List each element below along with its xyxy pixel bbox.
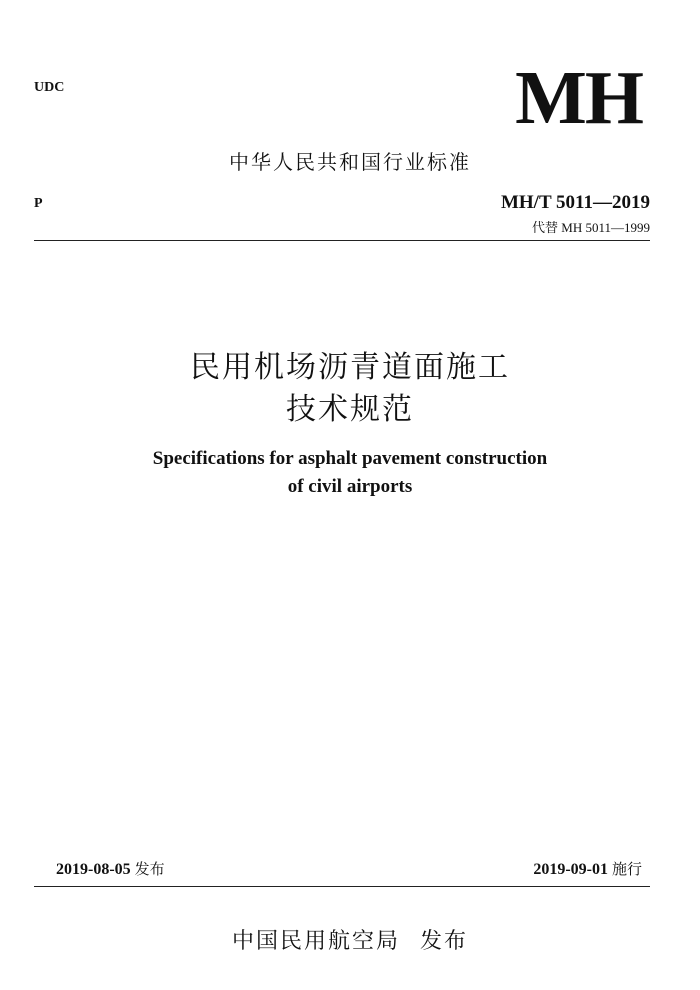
- replaces-standard: 代替 MH 5011—1999: [532, 220, 650, 235]
- implementation-date: 2019-09-01: [533, 861, 608, 878]
- standard-category: 中华人民共和国行业标准: [229, 150, 471, 174]
- title-zh-line1: 民用机场沥青道面施工: [190, 350, 510, 385]
- title-en-line2: of civil airports: [287, 476, 413, 497]
- publisher-action: 发布: [420, 929, 469, 954]
- issue-date: 2019-08-05: [56, 861, 131, 878]
- implementation-label: 施行: [611, 860, 642, 878]
- standard-number: MH/T 5011—2019: [500, 192, 650, 213]
- classification-code: P: [34, 196, 43, 211]
- mh-logo: MH: [515, 56, 642, 140]
- publisher-line: [0, 924, 700, 955]
- issue-date-block: [56, 858, 165, 879]
- top-divider: [34, 240, 650, 241]
- udc-label: UDC: [34, 80, 65, 95]
- title-en-line1: Specifications for asphalt pavement construction: [152, 448, 548, 469]
- issue-label: 发布: [134, 860, 165, 878]
- bottom-divider: [34, 886, 650, 887]
- implementation-date-block: [533, 858, 642, 879]
- publisher-name: 中国民用航空局: [231, 929, 400, 954]
- title-zh-line2: 技术规范: [286, 392, 414, 427]
